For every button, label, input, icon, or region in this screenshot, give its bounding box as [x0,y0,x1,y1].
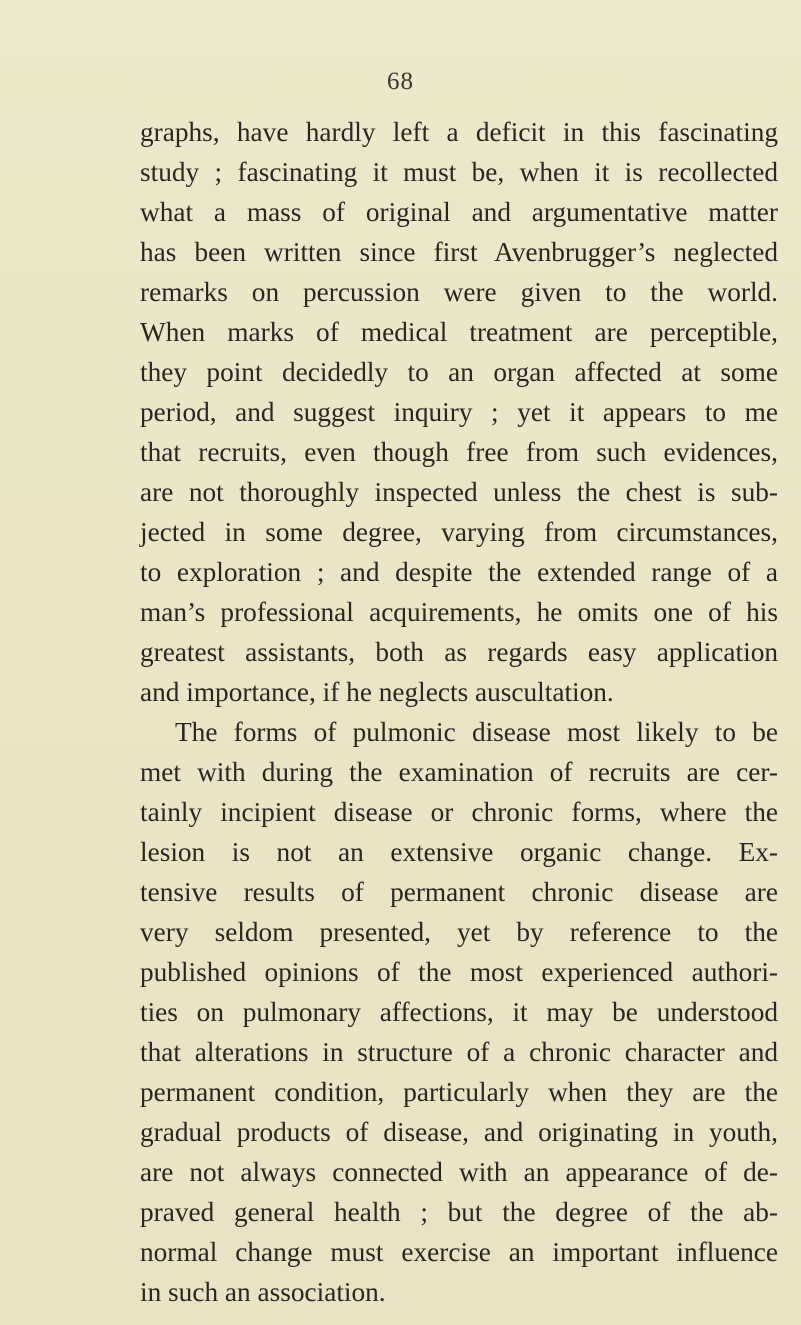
text-line: study ; fascinating it must be, when it is recollected [140,157,778,187]
text-line: gradual products of disease, and originating in youth, [140,1117,778,1147]
text-line: in such an association. [140,1277,386,1307]
text-line: remarks on percussion were given to the world. [140,277,778,307]
text-line: they point decidedly to an organ affected at some [140,357,778,387]
text-line: jected in some degree, varying from circumstances, [140,517,778,547]
text-line: normal change must exercise an important influence [140,1237,778,1267]
text-line: that recruits, even though free from such evidences, [140,437,778,467]
text-line: ties on pulmonary affections, it may be understood [140,997,778,1027]
text-line: to exploration ; and despite the extended range of a [140,557,778,587]
text-line: tensive results of permanent chronic disease are [140,877,778,907]
text-line: man’s professional acquirements, he omits one of his [140,597,778,627]
paragraph-1 [140,112,778,712]
body-text [140,112,778,1312]
text-line: published opinions of the most experienced authori- [140,957,778,987]
text-line: very seldom presented, yet by reference to the [140,917,778,947]
text-line: and importance, if he neglects auscultation. [140,677,614,707]
text-line: lesion is not an extensive organic change. Ex- [140,837,778,867]
text-line: that alterations in structure of a chronic character and [140,1037,778,1067]
text-line: permanent condition, particularly when they are the [140,1077,778,1107]
text-line: what a mass of original and argumentative matter [140,197,778,227]
text-line: tainly incipient disease or chronic forms, where the [140,797,778,827]
text-line: period, and suggest inquiry ; yet it appears to me [140,397,778,427]
text-line: has been written since first Avenbrugger’s neglected [140,237,778,267]
text-line: praved general health ; but the degree of the ab- [140,1197,778,1227]
text-line: are not thoroughly inspected unless the chest is sub- [140,477,778,507]
text-line: are not always connected with an appearance of de- [140,1157,778,1187]
text-line: graphs, have hardly left a deficit in this fascinating [140,117,778,147]
text-line: met with during the examination of recruits are cer- [140,757,778,787]
text-line: When marks of medical treatment are perceptible, [140,317,778,347]
text-line: The forms of pulmonic disease most likely to be [175,717,778,747]
text-line: greatest assistants, both as regards easy application [140,637,778,667]
paragraph-2 [140,712,778,1312]
page-number: 68 [387,68,414,95]
